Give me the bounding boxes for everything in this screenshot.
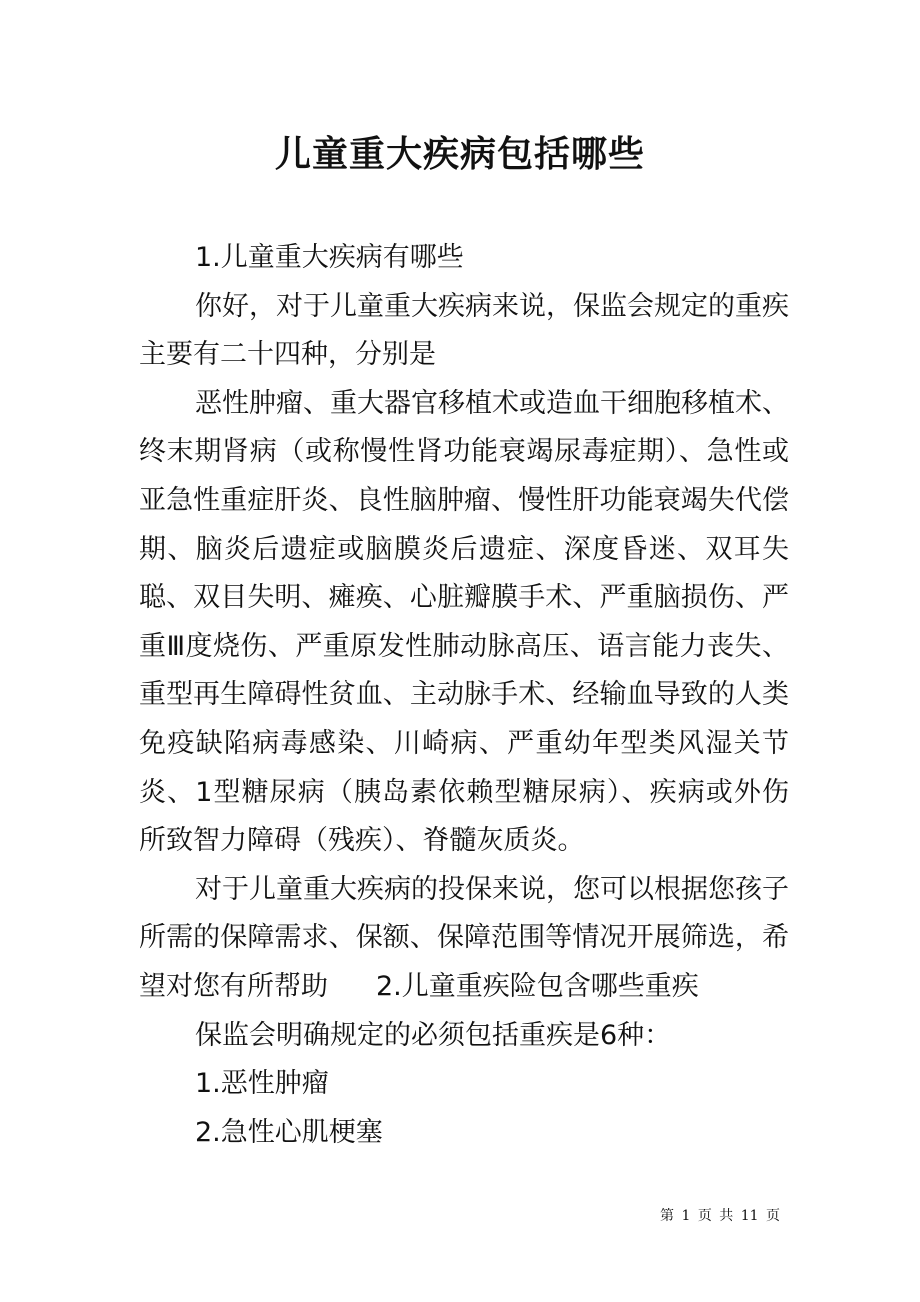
list-item-1: 1.恶性肿瘤 [195,1068,329,1100]
required-diseases-paragraph: 保监会明确规定的必须包括重疾是6种： [195,1019,672,1051]
document-title: 儿童重大疾病包括哪些 [274,133,645,175]
section-heading-2: 2.儿童重疾险包含哪些重疾 [376,970,699,1002]
page-footer: 第 1 页 共 11 页 [660,1208,780,1224]
advice-paragraph [139,866,789,1012]
section-heading-1: 1.儿童重大疾病有哪些 [195,242,464,273]
list-item-2: 2.急性心肌梗塞 [195,1116,383,1148]
intro-paragraph: 你好，对于儿童重大疾病来说，保监会规定的重疾主要有二十四种，分别是 [139,290,789,371]
advice-text: 对于儿童重大疾病的投保来说，您可以根据您孩子所需的保障需求、保额、保障范围等情况开展筛选，希望对您有所帮助 [139,873,789,1002]
document-body [139,234,789,1157]
disease-list-paragraph: 恶性肿瘤、重大器官移植术或造血干细胞移植术、终末期肾病（或称慢性肾功能衰竭尿毒症期）、急性或亚急性重症肝炎、良性脑肿瘤、慢性肝功能衰竭失代偿期、脑炎后遗症或脑膜炎后遗症、深度昏迷、双耳失聪、双目失明、瘫痪、心脏瓣膜手术、严重脑损伤、严重Ⅲ度烧伤、严重原发性肺动脉高压、语言能力丧失、重型再生障碍性贫血、主动脉手术、经输血导致的人类免疫缺陷病毒感染、川崎病、严重幼年型类风湿关节炎、1型糖尿病（胰岛素依赖型糖尿病）、疾病或外伤所致智力障碍（残疾）、脊髓灰质炎。 [139,387,789,857]
